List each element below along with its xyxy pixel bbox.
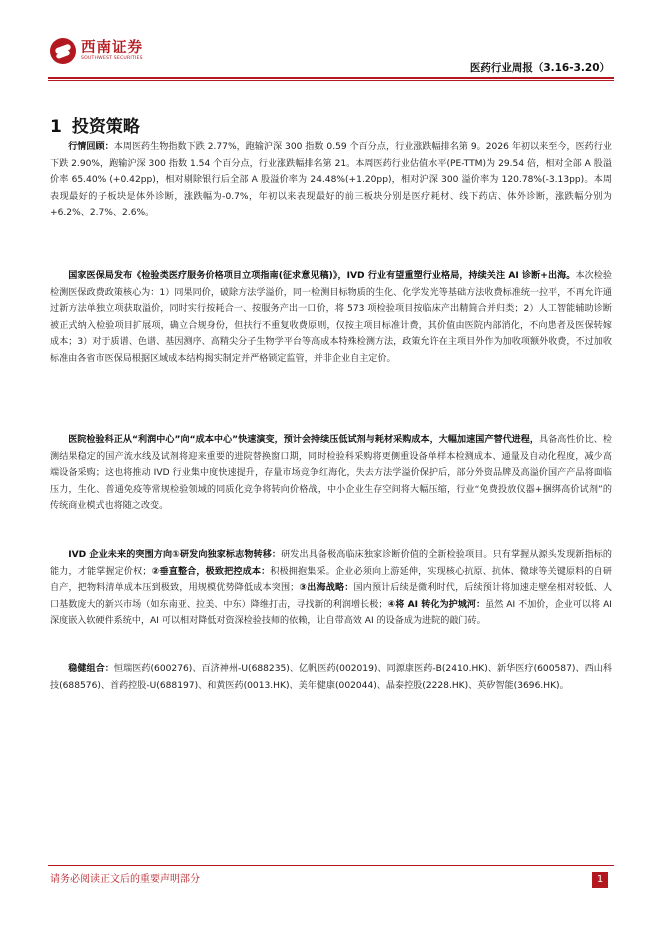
report-title: 医药行业周报（3.16-3.20）: [469, 62, 610, 74]
ivd-text-4: 虽然 AI 不加价，企业可以将 AI 深度嵌入软硬件系统中，AI 可以相对降低对资深检验技师的依赖，让自带高效 AI 的设备成为进院的敲门砖。: [50, 599, 612, 627]
ivd-text-1: 研发出具备极高临床独家诊断价值的全新检验项目。只有掌握从源头发现新指标的能力，才能掌握定价权；: [50, 550, 612, 577]
logo-mark-icon: [50, 38, 76, 64]
logo-text: [81, 40, 143, 62]
paragraph-ivd-directions: [50, 547, 612, 630]
policy-text: 本次检验检测医保政费政策核心为：1）同果同价，破除方法学溢价，同一检测目标物质的生化、化学发光等基础方法收费标准统一拉平，不再允许通过新方法单独立项获取溢价，同时实行按耗合一、按服务产出一口价，将 573 项检验项目按临床产出精简合并归类；2）人工智能辅助诊断被正式纳入检验项目扩展项，确立合规身份，但扶行不重复收费原则，仅按主项目标准计费，其价值由医院内部消化，不向患者及医保转嫁成本；3）对于质谱、色谱、基因测序、高精尖分子生物学平台等高成本特殊检测方法，政策允许在主项目外作为加收项额外收费，不过加收标准由各省市医保局根据区域成本结构揭实制定并严格锁定监管，并非企业自主定价。: [50, 271, 612, 364]
ivd-lead-2: ②垂直整合，极致把控成本：: [151, 566, 271, 577]
page-number: 1: [592, 872, 608, 888]
ivd-lead-3: ③出海战略：: [299, 583, 354, 594]
market-review-text: 本周医药生物指数下跌 2.77%，跑输沪深 300 指数 0.59 个百分点，行业涨跌幅排名第 9。2026 年初以来至今，医药行业下跌 2.90%，跑输沪深 300 指数 1.54 个百分点，行业涨跌幅排名第 21。本周医药行业估值水平(PE-TTM)为 29.54 倍，相对全部 A 股溢价率 65.40% (+0.42pp)，相对剔除银行后全部 A 股溢价率为 24.48%(+1.20pp)，相对沪深 300 溢价率为 120.78%(-3.13pp)。本周表现最好的子板块是体外诊断，涨跌幅为-0.7%，年初以来表现最好的前三板块分别是医疗耗材、线下药店、体外诊断，涨跌幅分别为+6.2%、2.7%、2.6%。: [50, 142, 612, 219]
disclaimer-note: 请务必阅读正文后的重要声明部分: [50, 874, 200, 885]
header-divider: [48, 77, 614, 79]
hospital-lab-lead: 医院检验科正从“利润中心”向“成本中心”快速演变，预计会持续压低试剂与耗材采购成本，大幅加速国产替代进程，: [68, 435, 540, 445]
header-divider-thin: [48, 80, 614, 81]
paragraph-market-review: [50, 139, 612, 222]
portfolio-lead: 稳健组合：: [68, 664, 114, 674]
paragraph-hospital-lab: [50, 432, 612, 515]
portfolio-text: 恒瑞医药(600276)、百济神州-U(688235)、亿帆医药(002019)、同源康医药-B(2410.HK)、新华医疗(600587)、西山科技(688576)、首药控股-U(688197)、和黄医药(0013.HK)、美年健康(002044)、晶泰控股(2228.HK)、英矽智能(3696.HK)。: [50, 664, 612, 691]
policy-lead: 国家医保局发布《检验类医疗服务价格项目立项指南(征求意见稿)》，IVD 行业有望重塑行业格局，持续关注 AI 诊断+出海。: [68, 271, 576, 281]
paragraph-policy: [50, 268, 612, 368]
section-title: 投资策略: [71, 117, 140, 137]
ivd-text-3: 国内预计后续是微利时代，后续预计将加速走壁垒相对较低、人口基数庞大的新兴市场（如东南亚、拉美、中东）降维打击，寻找新的利润增长极；: [50, 583, 612, 610]
paragraph-portfolio: [50, 661, 612, 694]
ivd-lead-4: ④将 AI 转化为护城河：: [387, 599, 486, 610]
section-number: 1: [50, 117, 62, 137]
company-logo: [50, 38, 143, 64]
logo-en: SOUTHWEST SECURITIES: [81, 56, 143, 61]
hospital-lab-text: 具备高性价比、检测结果稳定的国产流水线及试剂将迎来重要的进院替换窗口期，同时检验科采购将更侧重设备单样本检测成本、通量及自动化程度，减少高端设备采购；这也将推动 IVD 行业集中度快速提升，存量市场竞争红海化，失去方法学溢价保护后，部分外资品牌及高溢价国产产品将面临压力，生化、普通免疫等常规检验领域的同质化竞争将转向价格战，中小企业生存空间将大幅压缩，行业“免费投放仪器+捆绑高价试剂”的传统商业模式也将随之改变。: [50, 435, 612, 512]
section-heading: [50, 112, 140, 137]
logo-cn: 西南证券: [81, 39, 143, 56]
ivd-lead-1: IVD 企业未来的突围方向①研发向独家标志物转移：: [68, 550, 282, 560]
market-review-lead: 行情回顾：: [68, 142, 114, 152]
ivd-text-2: 积极拥抱集采。企业必须向上游延伸，实现核心抗原、抗体、微球等关键原料的自研自产，把物料清单成本压到极致，用规模优势降低成本突围；: [50, 566, 612, 594]
footer-divider: [48, 865, 614, 866]
